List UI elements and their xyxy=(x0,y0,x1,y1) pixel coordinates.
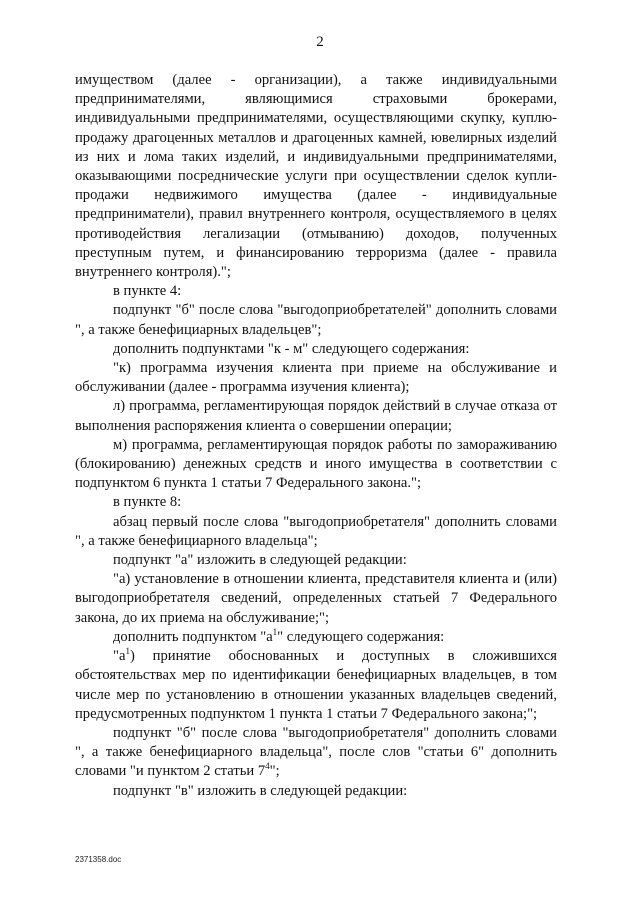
paragraph: в пункте 4: xyxy=(113,283,182,300)
paragraph-text: "; xyxy=(269,763,280,780)
page-number: 2 xyxy=(316,34,324,50)
paragraph: имуществом (далее - организации), а также индивидуальными предпринимателями, являющимися страховыми брокерами, индивидуальными предпринимателями, осуществляющими скупку, куплю-продажу драгоценных металлов и драгоценных камней, ювелирных изделий из них и лома таких изделий, и индивидуальными предпринимателями, оказывающими посреднические услуги при осуществлении сделок купли-продажи недвижимого имущества (далее - индивидуальные предприниматели), правил внутреннего контроля, осуществляемого в целях противодействия легализации (отмыванию) доходов, полученных преступным путем, и финансированию терроризма (далее - правила внутреннего контроля)."; xyxy=(75,72,557,281)
superscript: 4 xyxy=(265,761,270,772)
paragraph xyxy=(75,628,557,647)
paragraph xyxy=(75,647,557,724)
paragraph-text: " следующего содержания: xyxy=(277,628,445,645)
paragraph: подпункт "б" после слова "выгодоприобретателей" дополнить словами ", а также бенефициарных владельцев"; xyxy=(75,302,557,338)
superscript: 1 xyxy=(125,646,130,657)
paragraph-text: "а xyxy=(113,648,126,665)
paragraph: "к) программа изучения клиента при приеме на обслуживание и обслуживании (далее - программа изучения клиента); xyxy=(75,360,557,396)
paragraph: м) программа, регламентирующая порядок работы по замораживанию (блокированию) денежных средств и иного имущества в соответствии с подпунктом 6 пункта 1 статьи 7 Федерального закона."; xyxy=(75,436,557,492)
document-body xyxy=(75,71,557,801)
paragraph: подпункт "а" изложить в следующей редакции: xyxy=(113,552,407,569)
paragraph: абзац первый после слова "выгодоприобретателя" дополнить словами ", а также бенефициарного владельца"; xyxy=(75,513,557,549)
paragraph-text: дополнить подпунктом "а xyxy=(113,628,273,645)
paragraph-text: ) принятие обоснованных и доступных в сложившихся обстоятельствах мер по идентификации бенефициарных владельцев, в том числе мер по установлению в отношении указанных владельцев сведений, предусмотренных подпунктом 1 пункта 1 статьи 7 Федерального закона;"; xyxy=(75,648,557,722)
paragraph xyxy=(75,724,557,782)
paragraph: дополнить подпунктами "к - м" следующего содержания: xyxy=(113,340,470,357)
paragraph: "а) установление в отношении клиента, представителя клиента и (или) выгодоприобретателя сведений, определенных статьей 7 Федерального закона, до их приема на обслуживание;"; xyxy=(75,571,557,626)
paragraph: л) программа, регламентирующая порядок действий в случае отказа от выполнения распоряжения клиента о совершении операции; xyxy=(75,398,557,434)
paragraph-text: подпункт "б" после слова "выгодоприобретателя" дополнить словами ", а также бенефициарного владельца", после слов "статьи 6" дополнить словами "и пунктом 2 статьи 7 xyxy=(75,724,557,780)
superscript: 1 xyxy=(272,626,278,637)
paragraph: в пункте 8: xyxy=(113,494,182,511)
file-name-footer: 2371358.doc xyxy=(75,855,122,864)
paragraph: подпункт "в" изложить в следующей редакции: xyxy=(113,782,408,799)
